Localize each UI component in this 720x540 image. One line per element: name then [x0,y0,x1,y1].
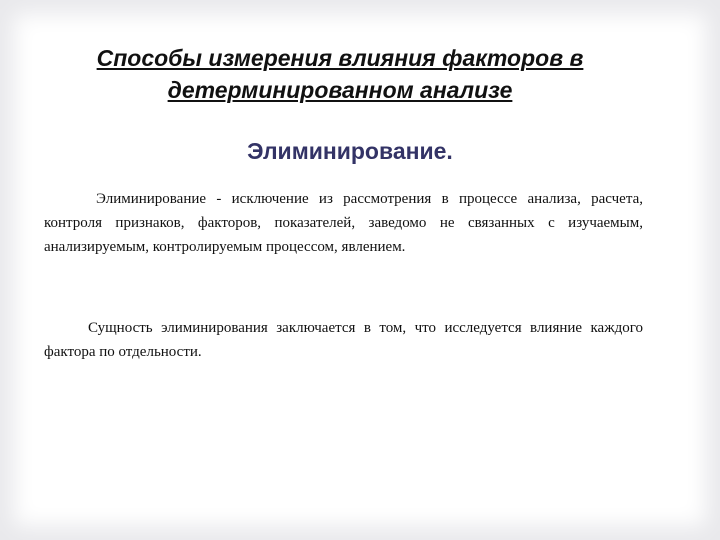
essence-paragraph: Сущность элиминирования заключается в том, что исследуется влияние каждого фактора по отдельности. [44,320,643,360]
slide-title: Способы измерения влияния факторов в детерминированном анализе [96,45,584,103]
definition-paragraph: Элиминирование - исключение из рассмотрения в процессе анализа, расчета, контроля признаков, факторов, показателей, заведомо не связанных с изучаемым, анализируемым, контролируемым процессом, явлением. [44,191,643,255]
slide-subtitle: Элиминирование. [247,138,453,164]
